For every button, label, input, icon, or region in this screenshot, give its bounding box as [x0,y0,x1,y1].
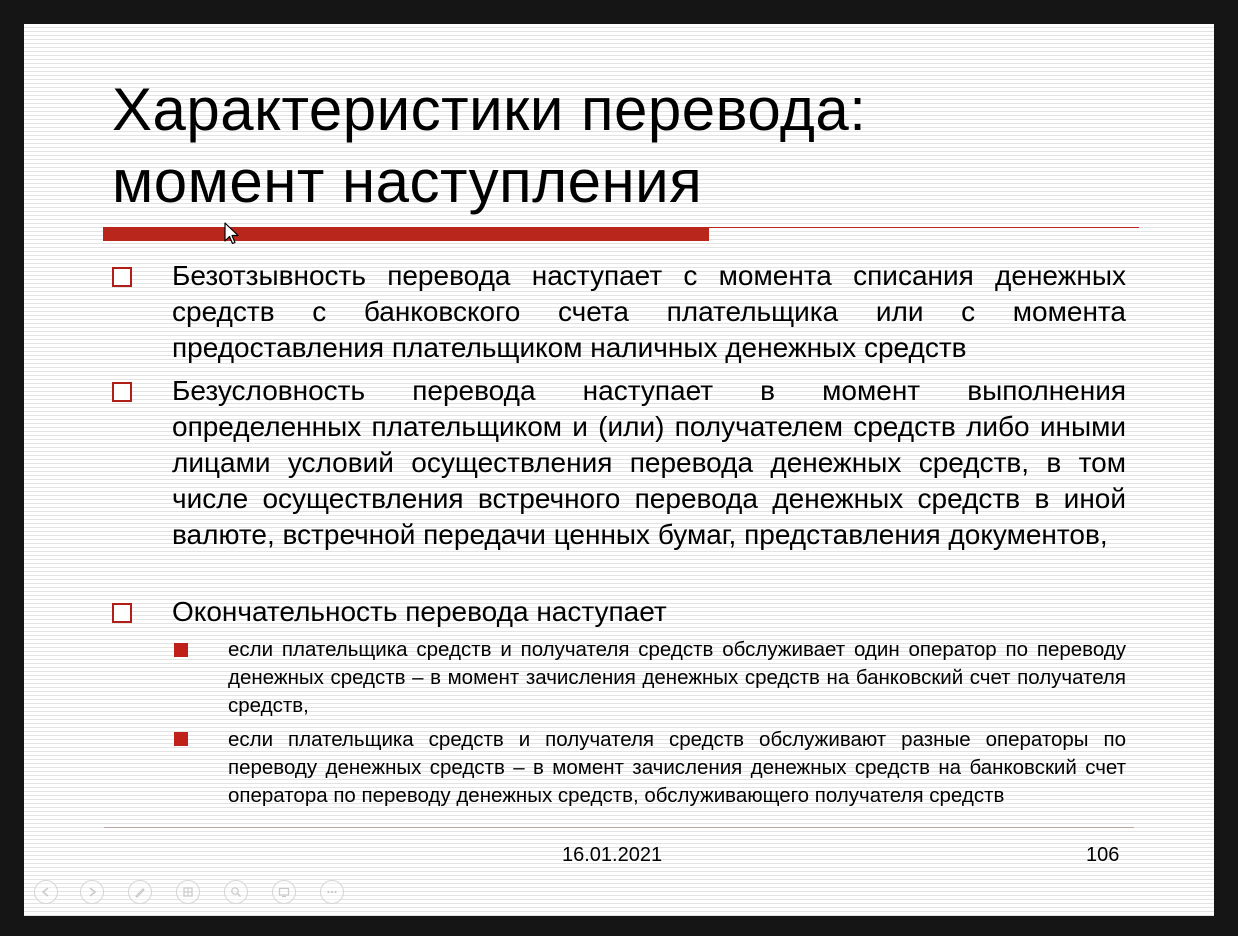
previous-slide-icon[interactable] [34,880,58,904]
pen-icon[interactable] [128,880,152,904]
title-accent-bar [103,228,709,241]
next-slide-icon[interactable] [80,880,104,904]
hollow-square-bullet-icon [112,382,132,402]
slide-title [112,74,1112,218]
bullet-text-irrevocability: Безотзывность перевода наступает с момента списания денежных средств с банковского счета плательщика или с момента предоставления плательщиком наличных денежных средств [172,260,1126,363]
sub-bullet-text-same-operator: если плательщика средств и получателя средств обслуживает один оператор по переводу денежных средств – в момент зачисления денежных средств на банковский счет получателя средств, [228,638,1126,717]
mouse-pointer-icon [224,222,240,246]
hollow-square-bullet-icon [112,267,132,287]
slide-title-line-1: Характеристики перевода: [112,76,867,143]
screen-icon[interactable] [272,880,296,904]
filled-square-bullet-icon [174,643,188,657]
bullet-text-finality: Окончательность перевода наступает [172,596,667,627]
slide-title-line-2: момент наступления [112,148,703,215]
slide-page-number: 106 [1086,844,1120,866]
footer-divider-line [104,827,1134,828]
slides-grid-icon[interactable] [176,880,200,904]
bullet-text-unconditionality: Безусловность перевода наступает в момент выполнения определенных плательщиком и (или) получателем средств либо иными лицами условий осуществления перевода денежных средств, в том числе осуществления встречного перевода денежных средств в иной валюте, встречной передачи ценных бумаг, представления документов, [172,375,1126,550]
zoom-icon[interactable] [224,880,248,904]
slide [24,24,1214,916]
sub-bullet-text-different-operators: если плательщика средств и получателя средств обслуживают разные операторы по переводу денежных средств – в момент зачисления денежных средств на банковский счет оператора по переводу денежных средств, обслуживающего получателя средств [228,728,1126,807]
more-options-icon[interactable] [320,880,344,904]
filled-square-bullet-icon [174,732,188,746]
footer-date: 16.01.2021 [562,844,663,866]
hollow-square-bullet-icon [112,603,132,623]
